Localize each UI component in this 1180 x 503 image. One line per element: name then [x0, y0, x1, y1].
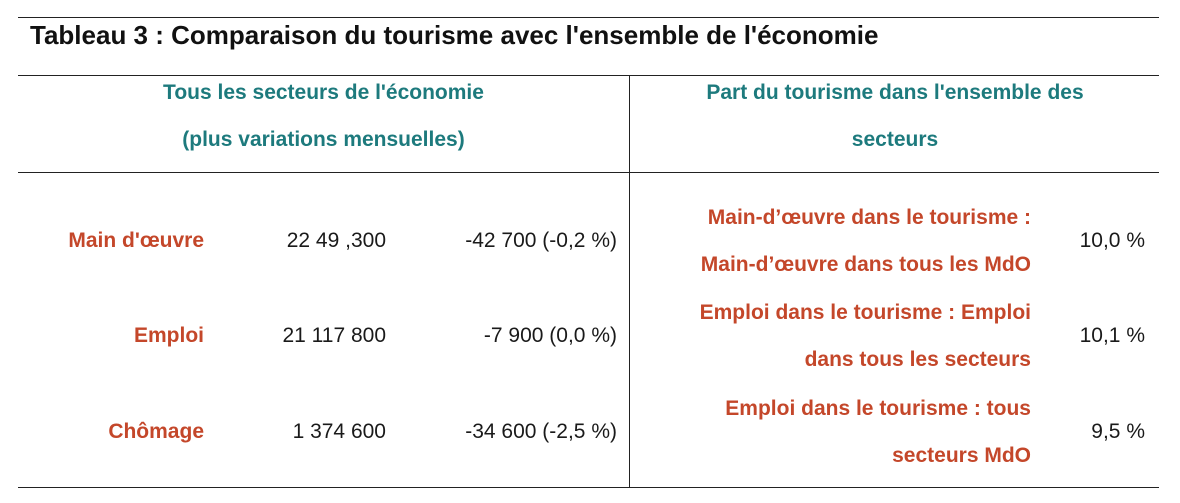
share-desc-line: Emploi dans le tourisme : Emploi [699, 301, 1031, 324]
table-title: Tableau 3 : Comparaison du tourisme avec l'ensemble de l'économie [30, 20, 879, 50]
header-bottom-rule [18, 172, 1159, 173]
row-label-main-doeuvre: Main d'œuvre [68, 229, 204, 252]
top-rule [18, 17, 1159, 18]
row-change-main-doeuvre: -42 700 (-0,2 %) [465, 229, 617, 252]
row-value-emploi: 21 117 800 [282, 324, 386, 347]
header-tourism-share-line2: secteurs [851, 128, 939, 151]
row-label-emploi: Emploi [133, 324, 204, 347]
row-value-chomage: 1 374 600 [292, 420, 386, 443]
share-desc-line: secteurs MdO [892, 444, 1031, 467]
row-change-chomage: -34 600 (-2,5 %) [465, 420, 617, 443]
header-tourism-share-line1: Part du tourisme dans l'ensemble des [706, 81, 1084, 104]
share-desc-line: Main-d’œuvre dans tous les MdO [700, 253, 1031, 276]
header-all-sectors [18, 69, 629, 163]
header-tourism-share [630, 69, 1160, 163]
share-desc-line: Main-d’œuvre dans le tourisme : [707, 206, 1031, 229]
row-share-main-doeuvre: 10,0 % [1079, 229, 1145, 252]
row-share-desc-emploi [611, 289, 1031, 383]
row-label-chomage: Chômage [108, 420, 204, 443]
header-all-sectors-line2: (plus variations mensuelles) [182, 128, 465, 151]
header-all-sectors-line1: Tous les secteurs de l'économie [163, 81, 484, 104]
row-share-desc-chomage [611, 385, 1031, 479]
row-share-chomage: 9,5 % [1091, 420, 1145, 443]
share-desc-line: dans tous les secteurs [804, 348, 1031, 371]
row-change-emploi: -7 900 (0,0 %) [483, 324, 617, 347]
bottom-rule [18, 487, 1159, 488]
row-value-main-doeuvre: 22 49 ,300 [286, 229, 386, 252]
share-desc-line: Emploi dans le tourisme : tous [725, 397, 1031, 420]
row-share-desc-main-doeuvre [611, 194, 1031, 288]
row-share-emploi: 10,1 % [1079, 324, 1145, 347]
